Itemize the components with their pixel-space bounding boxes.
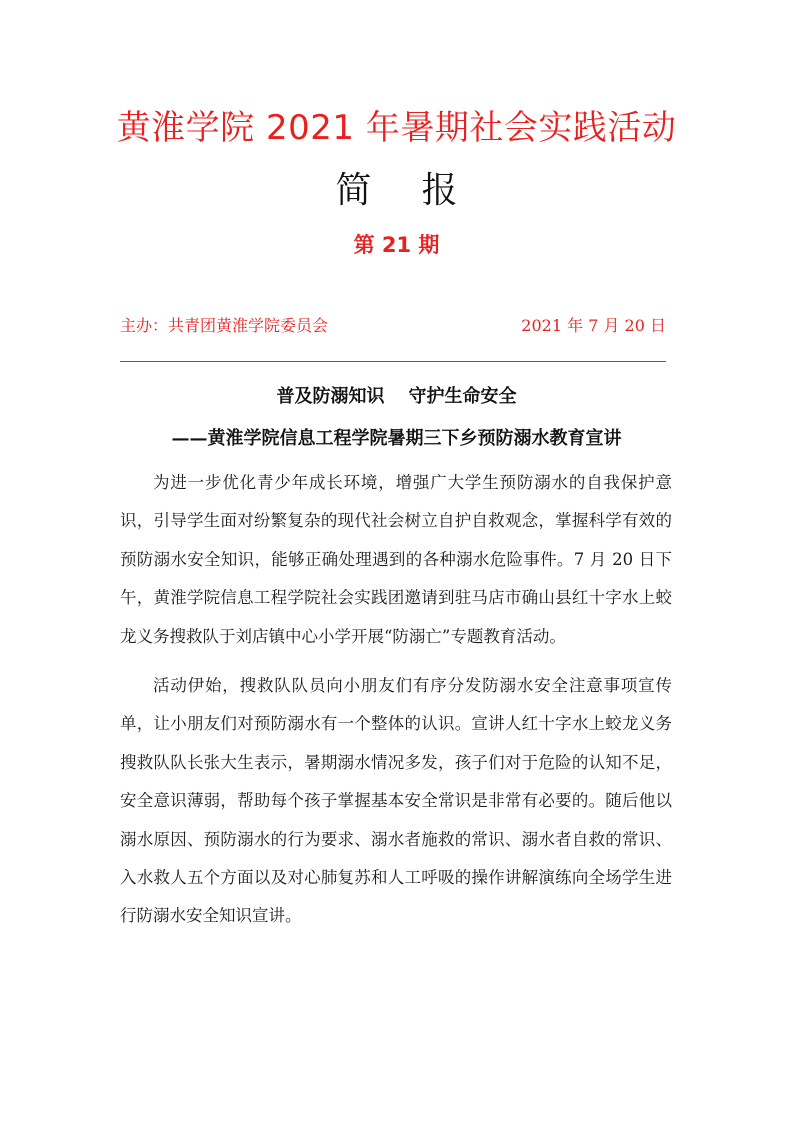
article-title-part-2: 守护生命安全	[408, 386, 517, 407]
paragraph: 为进一步优化青少年成长环境，增强广大学生预防溺水的自我保护意识，引导学生面对纷繁复杂的现代社会树立自护自救观念，掌握科学有效的预防溺水安全知识，能够正确处理遇到的各种溺水危险事件。7 月 20 日下午，黄淮学院信息工程学院社会实践团邀请到驻马店市确山县红十字水上蛟龙义务搜救队于刘店镇中心小学开展“防溺亡”专题教育活动。	[120, 473, 672, 646]
header-divider	[120, 361, 666, 362]
publish-date: 2021 年 7 月 20 日	[521, 316, 666, 335]
doc-type-heading	[0, 168, 793, 214]
doc-type-char-2: 报	[421, 170, 458, 211]
article-subtitle: ——黄淮学院信息工程学院暑期三下乡预防溺水教育宣讲	[171, 428, 622, 449]
doc-type-char-1: 简	[335, 170, 372, 211]
org-title: 黄淮学院 2021 年暑期社会实践活动	[116, 108, 677, 148]
article-body	[120, 464, 672, 936]
meta-row	[120, 313, 666, 339]
paragraph: 活动伊始，搜救队队员向小朋友们有序分发防溺水安全注意事项宣传单，让小朋友们对预防溺水有一个整体的认识。宣讲人红十字水上蛟龙义务搜救队队长张大生表示，暑期溺水情况多发，孩子们对于危险的认知不足，安全意识薄弱，帮助每个孩子掌握基本安全常识是非常有必要的。随后他以溺水原因、预防溺水的行为要求、溺水者施救的常识、溺水者自救的常识、入水救人五个方面以及对心肺复苏和人工呼吸的操作讲解演练向全场学生进行防溺水安全知识宣讲。	[120, 676, 672, 926]
host-organization: 主办：共青团黄淮学院委员会	[120, 316, 329, 335]
article-title-part-1: 普及防溺知识	[276, 386, 385, 407]
article-title	[0, 383, 793, 411]
issue-number: 第 21 期	[353, 233, 440, 257]
